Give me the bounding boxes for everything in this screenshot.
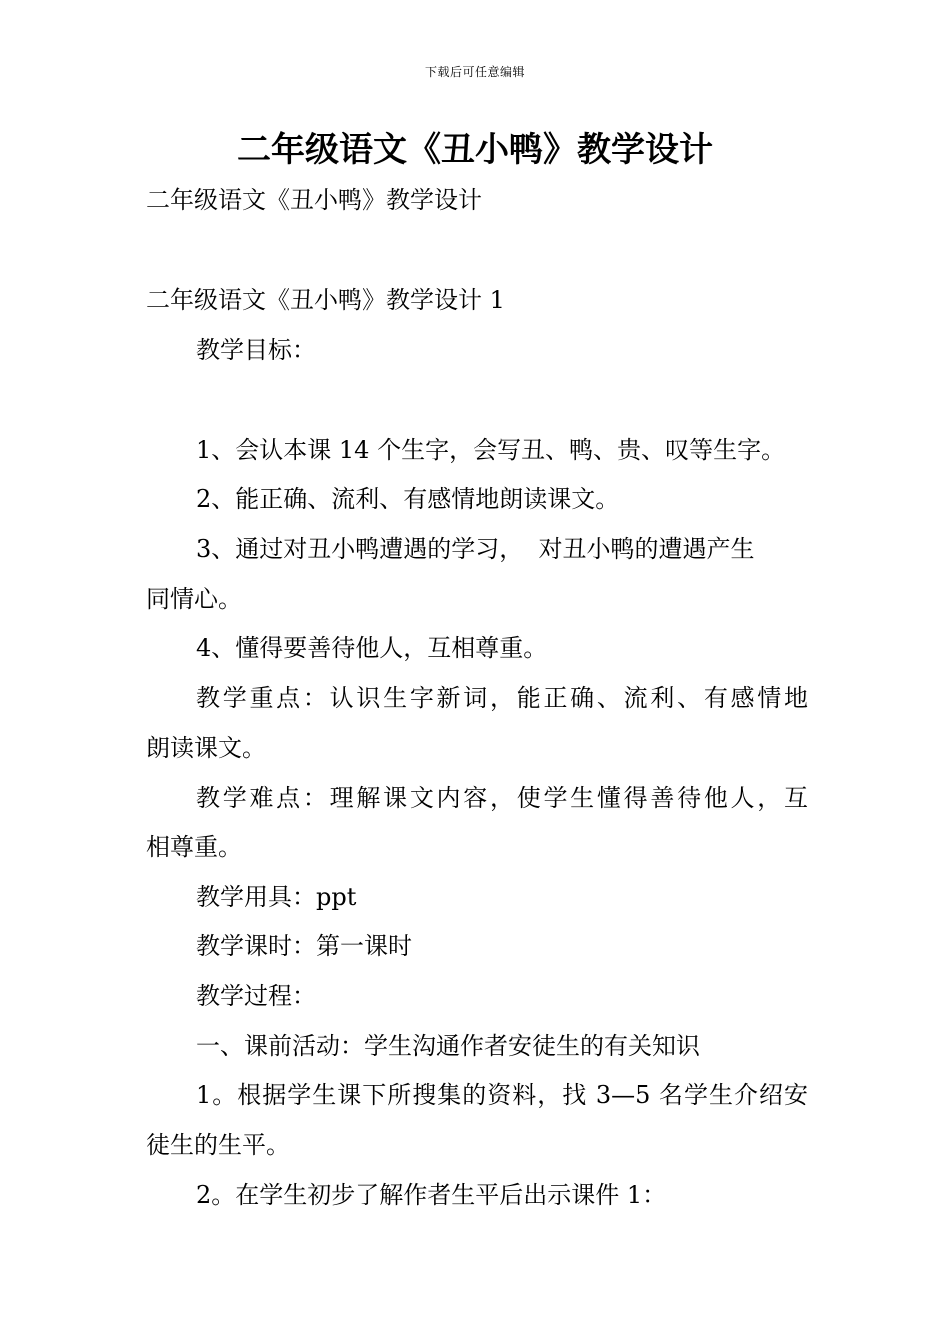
difficulties-line1: 教学难点：理解课文内容，使学生懂得善待他人，互 xyxy=(196,784,808,812)
section-heading: 二年级语文《丑小鸭》教学设计 1 xyxy=(146,286,505,314)
key-points-line2: 朗读课文。 xyxy=(146,734,266,762)
objective-1: 1、会认本课 14 个生字，会写丑、鸭、贵、叹等生字。 xyxy=(196,436,786,464)
step-1-line1: 1。根据学生课下所搜集的资料，找 3—5 名学生介绍安 xyxy=(196,1081,808,1109)
objective-3-line1: 3、通过对丑小鸭遭遇的学习， 对丑小鸭的遭遇产生 xyxy=(196,535,755,563)
objectives-label: 教学目标： xyxy=(196,336,316,364)
document-title: 二年级语文《丑小鸭》教学设计 xyxy=(237,130,713,170)
document-subtitle: 二年级语文《丑小鸭》教学设计 xyxy=(146,186,482,214)
class-hours: 教学课时：第一课时 xyxy=(196,932,412,960)
difficulties-line2: 相尊重。 xyxy=(146,833,242,861)
teaching-tools: 教学用具：ppt xyxy=(196,883,357,911)
key-points-line1: 教学重点：认识生字新词，能正确、流利、有感情地 xyxy=(196,684,808,712)
step-1-line2: 徒生的生平。 xyxy=(146,1131,290,1159)
activity-heading: 一、课前活动：学生沟通作者安徒生的有关知识 xyxy=(196,1032,700,1060)
page-header-note: 下载后可任意编辑 xyxy=(424,65,525,79)
objective-4: 4、懂得要善待他人，互相尊重。 xyxy=(196,634,548,662)
process-label: 教学过程： xyxy=(196,982,316,1010)
objective-2: 2、能正确、流利、有感情地朗读课文。 xyxy=(196,485,620,513)
step-2: 2。在学生初步了解作者生平后出示课件 1： xyxy=(196,1181,667,1209)
objective-3-line2: 同情心。 xyxy=(146,585,242,613)
